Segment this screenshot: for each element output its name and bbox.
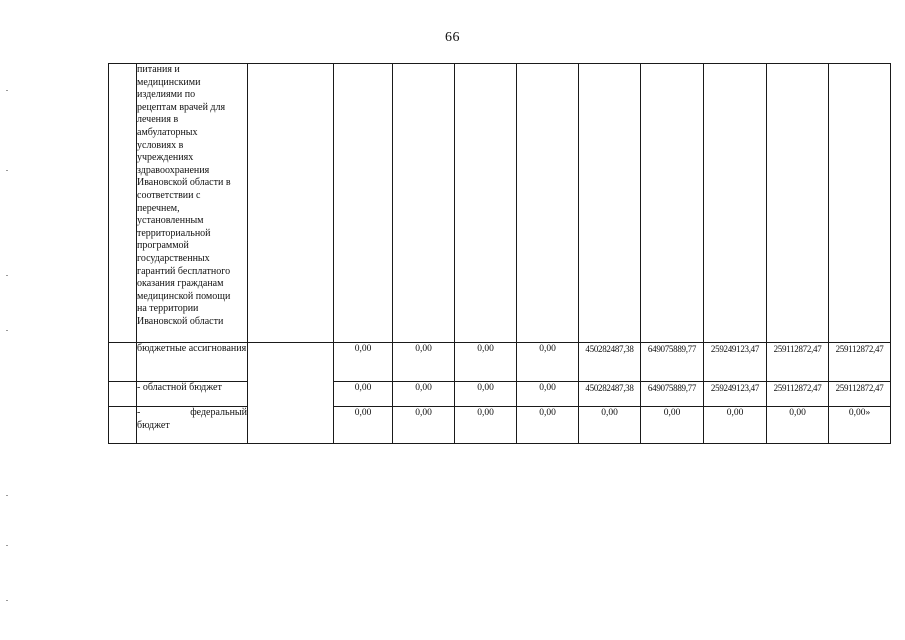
table-row-description <box>109 64 891 343</box>
budget-table <box>108 63 891 444</box>
label-word: федеральный <box>190 407 247 418</box>
value-cell: 0,00 <box>641 407 704 444</box>
value-cell <box>767 64 829 343</box>
value-cell: 0,00 <box>455 343 517 382</box>
table-row-budget-allocations <box>109 343 891 382</box>
page-number: 66 <box>445 30 460 45</box>
value-cell: 0,00 <box>517 343 579 382</box>
row-label <box>137 407 248 444</box>
row-label: бюджетные ассигнования <box>137 343 248 382</box>
label-prefix: - <box>137 407 141 418</box>
executor-cell <box>248 343 334 444</box>
scan-speck <box>6 330 8 331</box>
value-cell <box>704 64 767 343</box>
scan-speck <box>6 90 8 91</box>
number-cell <box>109 343 137 382</box>
value-cell: 0,00 <box>334 407 393 444</box>
number-cell <box>109 382 137 407</box>
value-cell <box>455 64 517 343</box>
value-cell: 450282487,38 <box>579 382 641 407</box>
row-label: - областной бюджет <box>137 382 248 407</box>
number-cell <box>109 407 137 444</box>
description-text: питания и медицинскими изделиями по рецептам врачей для лечения в амбулаторных условиях в учреждениях здравоохранения Ивановской области в соответствии с перечнем, установленным территориальной программой государственных гарантий бесплатного оказания гражданам медицинской помощи на территории Ивановской области <box>137 64 231 327</box>
value-cell: 259112872,47 <box>767 343 829 382</box>
value-cell: 0,00 <box>393 343 455 382</box>
value-cell: 450282487,38 <box>579 343 641 382</box>
table-row-federal-budget <box>109 407 891 444</box>
value-cell: 259112872,47 <box>829 343 891 382</box>
value-cell: 0,00 <box>334 343 393 382</box>
value-cell: 0,00 <box>767 407 829 444</box>
value-cell <box>517 64 579 343</box>
description-cell <box>137 64 248 343</box>
label-word: бюджет <box>137 419 170 431</box>
table-row-regional-budget <box>109 382 891 407</box>
value-cell: 0,00 <box>579 407 641 444</box>
value-cell: 259249123,47 <box>704 382 767 407</box>
scan-speck <box>6 170 8 171</box>
value-cell <box>641 64 704 343</box>
value-cell: 0,00 <box>517 382 579 407</box>
value-cell: 0,00 <box>455 382 517 407</box>
value-cell: 259112872,47 <box>767 382 829 407</box>
value-cell: 0,00 <box>334 382 393 407</box>
executor-cell <box>248 64 334 343</box>
value-cell: 0,00» <box>829 407 891 444</box>
value-cell: 0,00 <box>455 407 517 444</box>
number-cell <box>109 64 137 343</box>
value-cell <box>829 64 891 343</box>
value-cell: 0,00 <box>517 407 579 444</box>
value-cell <box>579 64 641 343</box>
value-cell <box>334 64 393 343</box>
value-cell: 649075889,77 <box>641 343 704 382</box>
value-cell: 0,00 <box>393 382 455 407</box>
scan-speck <box>6 545 8 546</box>
scan-speck <box>6 600 8 601</box>
scan-speck <box>6 275 8 276</box>
value-cell: 259112872,47 <box>829 382 891 407</box>
value-cell: 259249123,47 <box>704 343 767 382</box>
value-cell <box>393 64 455 343</box>
value-cell: 0,00 <box>704 407 767 444</box>
value-cell: 649075889,77 <box>641 382 704 407</box>
scan-speck <box>6 495 8 496</box>
value-cell: 0,00 <box>393 407 455 444</box>
